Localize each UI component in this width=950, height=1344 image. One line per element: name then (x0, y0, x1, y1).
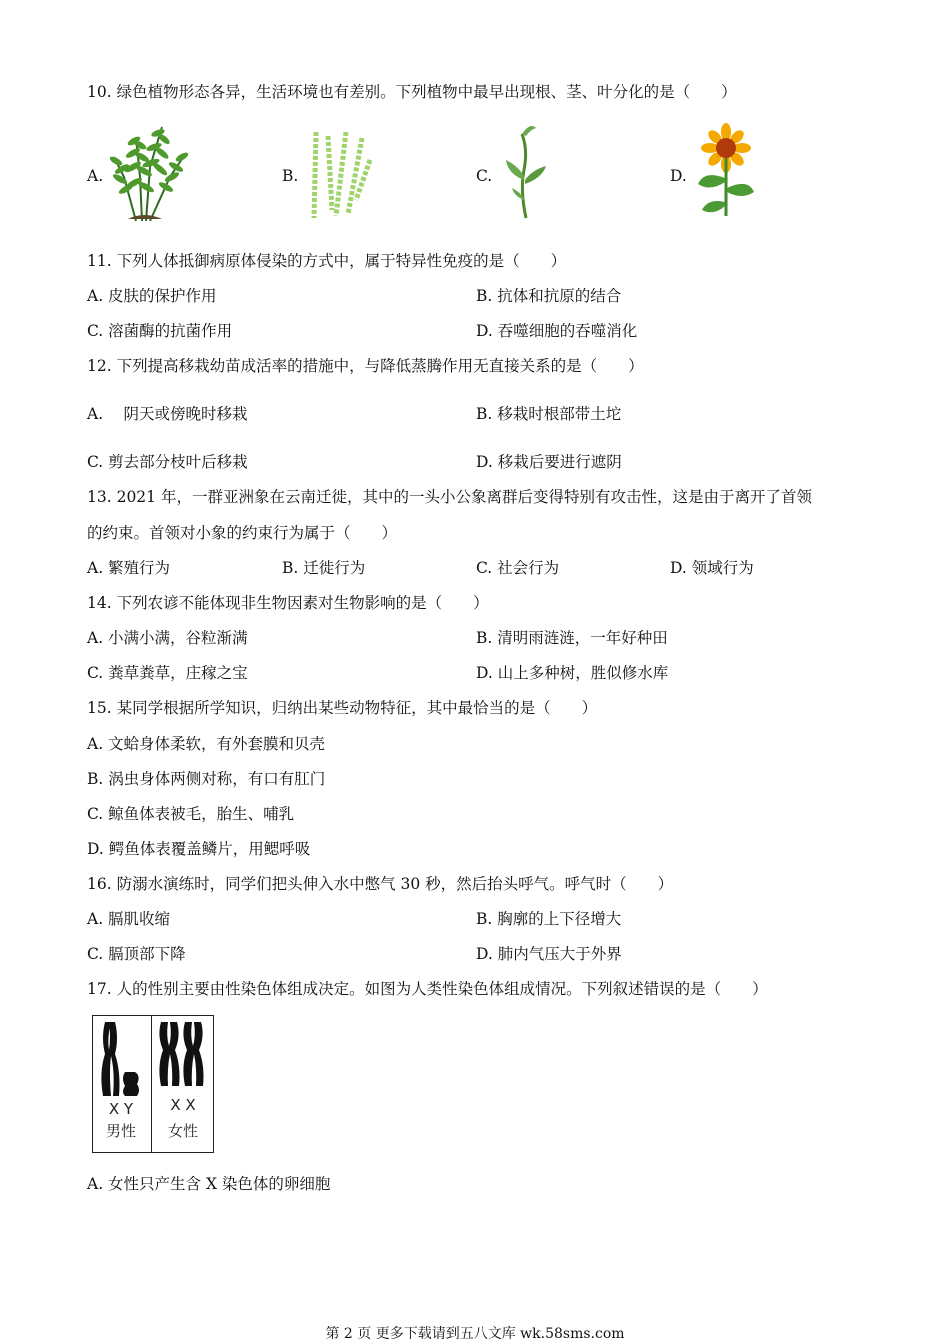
q10-stem: 10. 绿色植物形态各异，生活环境也有差别。下列植物中最早出现根、茎、叶分化的是（ ） (87, 83, 737, 101)
filamentous-algae-image (306, 130, 376, 220)
q13-option-d: D. 领域行为 (670, 559, 754, 577)
q14-stem: 14. 下列农谚不能体现非生物因素对生物影响的是（ ） (87, 594, 489, 612)
q12-option-d: D. 移栽后要进行遮阴 (476, 453, 622, 471)
moss-seedling-image (500, 120, 550, 220)
q14-option-d: D. 山上多种树，胜似修水库 (476, 664, 669, 682)
q16-option-a: A. 膈肌收缩 (87, 910, 171, 928)
q10-option-b-label: B. (282, 167, 299, 185)
male-chromosome-label: X Y (108, 1100, 134, 1118)
q11-option-b: B. 抗体和抗原的结合 (476, 287, 622, 305)
q12-option-a: A. 阴天或傍晚时移栽 (87, 405, 248, 423)
sex-chromosome-figure (92, 1015, 214, 1153)
q16-option-b: B. 胸廓的上下径增大 (476, 910, 622, 928)
q10-option-a-label: A. (87, 167, 104, 185)
q17-stem: 17. 人的性别主要由性染色体组成决定。如图为人类性染色体组成情况。下列叙述错误的是（ ） (87, 980, 768, 998)
page-footer: 第 2 页 更多下载请到五八文库 wk.58sms.com (325, 1326, 625, 1342)
q11-stem: 11. 下列人体抵御病原体侵染的方式中，属于特异性免疫的是（ ） (87, 252, 567, 270)
q12-option-c: C. 剪去部分枝叶后移栽 (87, 453, 248, 471)
male-chromosomes-image (95, 1020, 149, 1098)
q16-option-d: D. 肺内气压大于外界 (476, 945, 622, 963)
q13-stem-line1: 13. 2021 年，一群亚洲象在云南迁徙，其中的一头小公象离群后变得特别有攻击性，这是由于离开了首领 (87, 488, 812, 506)
q13-option-c: C. 社会行为 (476, 559, 560, 577)
q15-option-d: D. 鳄鱼体表覆盖鳞片，用鳃呼吸 (87, 840, 311, 858)
q16-option-c: C. 膈顶部下降 (87, 945, 186, 963)
q15-option-b: B. 涡虫身体两侧对称，有口有肛门 (87, 770, 326, 788)
q12-option-b: B. 移栽时根部带土坨 (476, 405, 622, 423)
female-chromosome-label: X X (170, 1096, 196, 1114)
female-label: 女性 (167, 1122, 198, 1140)
q15-stem: 15. 某同学根据所学知识，归纳出某些动物特征，其中最恰当的是（ ） (87, 699, 598, 717)
q13-stem-line2: 的约束。首领对小象的约束行为属于（ ） (87, 524, 398, 542)
sunflower-image (694, 122, 758, 218)
q14-option-c: C. 粪草粪草，庄稼之宝 (87, 664, 248, 682)
q13-option-b: B. 迁徙行为 (282, 559, 366, 577)
q15-option-c: C. 鲸鱼体表被毛，胎生、哺乳 (87, 805, 295, 823)
female-chromosomes-image (155, 1020, 211, 1090)
q17-option-a: A. 女性只产生含 X 染色体的卵细胞 (87, 1175, 331, 1193)
q11-option-d: D. 吞噬细胞的吞噬消化 (476, 322, 638, 340)
q13-option-a: A. 繁殖行为 (87, 559, 171, 577)
q10-option-c-label: C. (476, 167, 493, 185)
q14-option-a: A. 小满小满，谷粒渐满 (87, 629, 248, 647)
q11-option-a: A. 皮肤的保护作用 (87, 287, 217, 305)
fern-image (106, 117, 192, 223)
q10-option-d-label: D. (670, 167, 687, 185)
q15-option-a: A. 文蛤身体柔软，有外套膜和贝壳 (87, 735, 326, 753)
q12-stem: 12. 下列提高移栽幼苗成活率的措施中，与降低蒸腾作用无直接关系的是（ ） (87, 357, 644, 375)
male-label: 男性 (105, 1122, 136, 1140)
q14-option-b: B. 清明雨涟涟，一年好种田 (476, 629, 668, 647)
q11-option-c: C. 溶菌酶的抗菌作用 (87, 322, 233, 340)
figure-divider (151, 1016, 152, 1152)
q16-stem: 16. 防溺水演练时，同学们把头伸入水中憋气 30 秒，然后抬头呼气。呼气时（ ） (87, 875, 674, 893)
